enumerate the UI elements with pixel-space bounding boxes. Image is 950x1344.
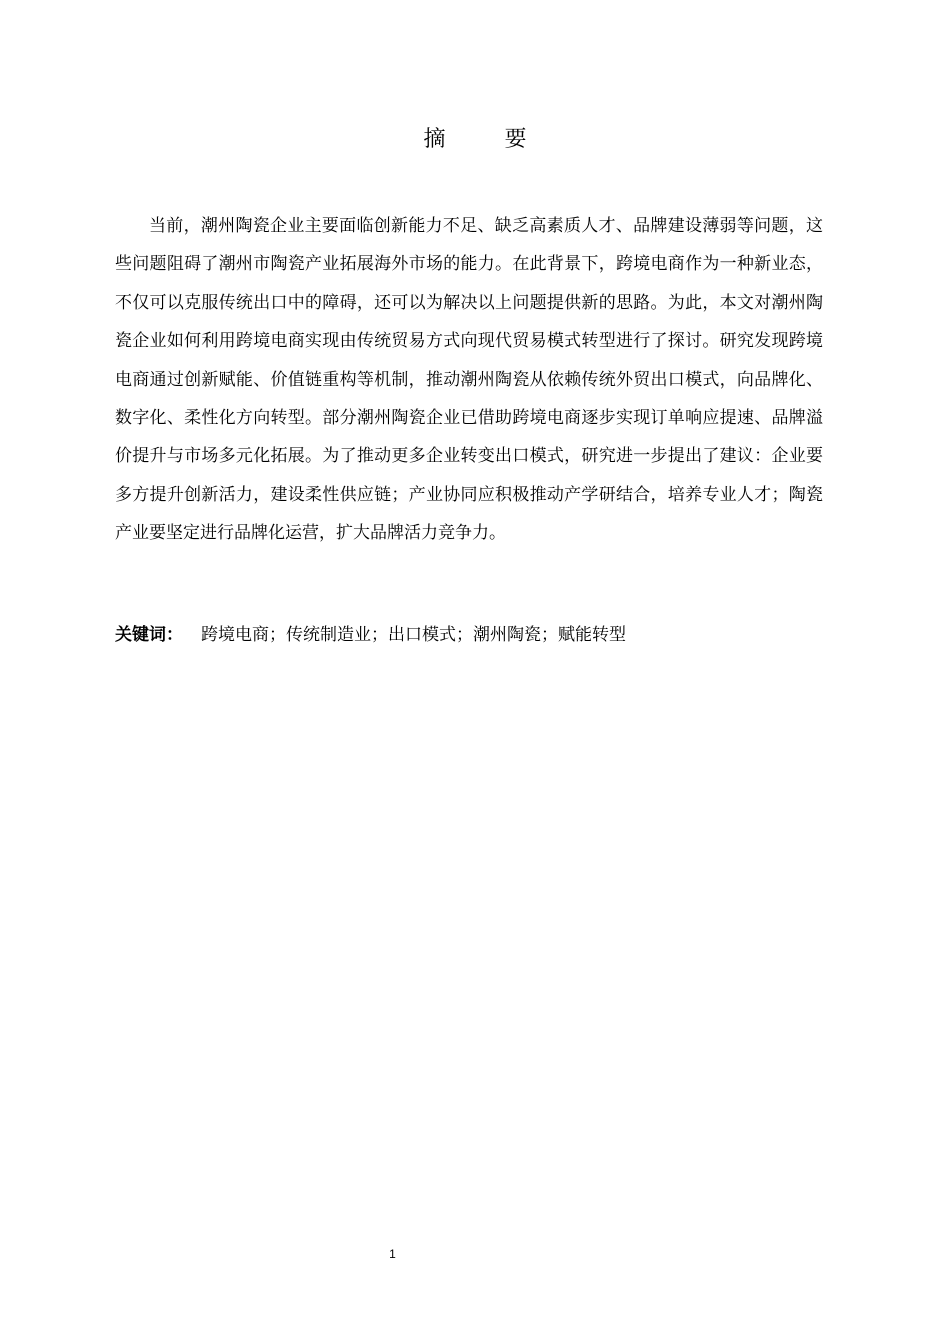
page-title: 摘 要 xyxy=(423,127,553,152)
keywords-list: 跨境电商；传统制造业；出口模式；潮州陶瓷；赋能转型 xyxy=(201,625,626,645)
page-number: 1 xyxy=(389,1247,396,1261)
keywords-line xyxy=(115,617,823,653)
abstract-paragraph: 当前，潮州陶瓷企业主要面临创新能力不足、缺乏高素质人才、品牌建设薄弱等问题，这些问题阻碍了潮州市陶瓷产业拓展海外市场的能力。在此背景下，跨境电商作为一种新业态，不仅可以克服传统出口中的障碍，还可以为解决以上问题提供新的思路。为此，本文对潮州陶瓷企业如何利用跨境电商实现由传统贸易方式向现代贸易模式转型进行了探讨。研究发现跨境电商通过创新赋能、价值链重构等机制，推动潮州陶瓷从依赖传统外贸出口模式，向品牌化、数字化、柔性化方向转型。部分潮州陶瓷企业已借助跨境电商逐步实现订单响应提速、品牌溢价提升与市场多元化拓展。为了推动更多企业转变出口模式，研究进一步提出了建议：企业要多方提升创新活力，建设柔性供应链；产业协同应积极推动产学研结合，培养专业人才；陶瓷产业要坚定进行品牌化运营，扩大品牌活力竞争力。 xyxy=(115,216,823,544)
keywords-label: 关键词： xyxy=(115,625,183,645)
